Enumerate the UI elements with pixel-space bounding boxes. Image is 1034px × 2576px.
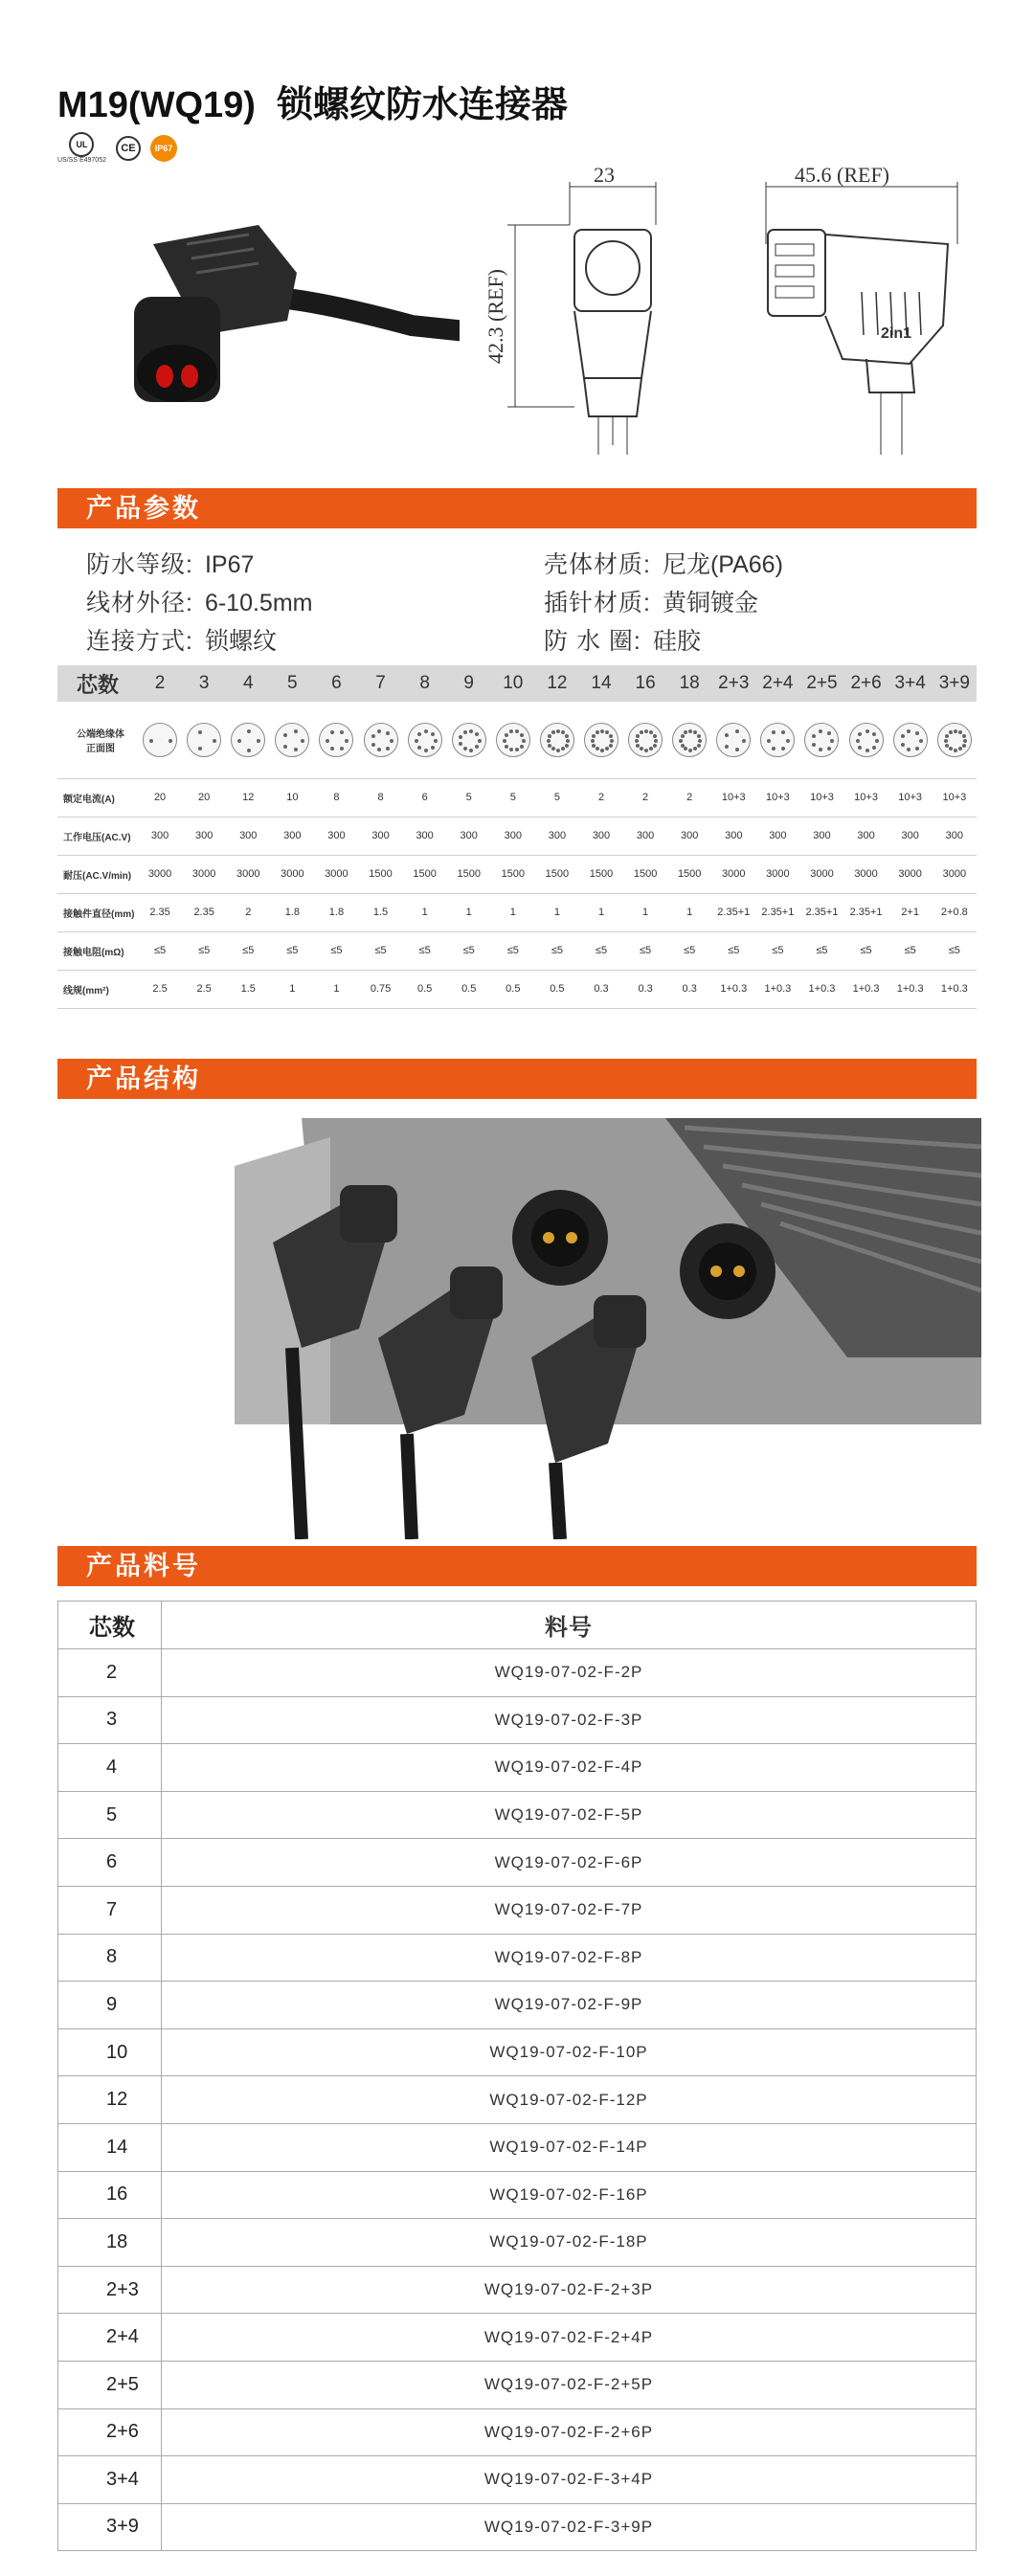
part-number-cell: WQ19-07-02-F-9P (162, 1982, 977, 2029)
spec-cell: 5 (491, 778, 535, 817)
part-number-cell: WQ19-07-02-F-4P (162, 1744, 977, 1792)
spec-cell: 10+3 (755, 778, 799, 817)
pin-layout-cell (844, 702, 888, 778)
part-core-cell: 3+4 (58, 2456, 162, 2504)
spec-cell: 300 (314, 817, 358, 855)
spec-cell: 1500 (623, 855, 667, 893)
spec-cell: ≤5 (888, 931, 933, 970)
spec-core-header: 3 (182, 665, 226, 702)
pin-layout-cell (270, 702, 314, 778)
spec-cell: 8 (358, 778, 402, 817)
spec-cell: 10+3 (888, 778, 933, 817)
part-number-cell: WQ19-07-02-F-2+4P (162, 2314, 977, 2362)
dim-height: 42.3 (REF) (483, 269, 507, 364)
ul-logo: UL US/SS E497052 (57, 132, 106, 164)
section-parts: 产品料号 (57, 1546, 977, 1586)
spec-cell: 1500 (491, 855, 535, 893)
spec-cell: 2.35 (138, 893, 182, 931)
pin-layout-icon (319, 723, 353, 757)
spec-cell: 10+3 (933, 778, 977, 817)
spec-core-header: 4 (226, 665, 270, 702)
spec-cell: ≤5 (182, 931, 226, 970)
spec-core-header: 8 (403, 665, 447, 702)
spec-icon-row (57, 702, 977, 778)
spec-core-header: 16 (623, 665, 667, 702)
section-params: 产品参数 (57, 488, 977, 528)
part-number-cell: WQ19-07-02-F-16P (162, 2171, 977, 2219)
part-core-cell: 3+9 (58, 2503, 162, 2551)
label-2in1: 2in1 (881, 325, 912, 342)
spec-cell: 10+3 (844, 778, 888, 817)
spec-cell: 300 (491, 817, 535, 855)
spec-cell: 2+1 (888, 893, 933, 931)
spec-cell: 300 (226, 817, 270, 855)
pin-layout-icon (804, 723, 839, 757)
spec-cell: 3000 (182, 855, 226, 893)
spec-cell: 1500 (579, 855, 623, 893)
spec-cell: ≤5 (535, 931, 579, 970)
pin-layout-cell (711, 702, 755, 778)
part-core-cell: 18 (58, 2219, 162, 2267)
table-row (58, 2219, 977, 2267)
spec-cell: 3000 (799, 855, 843, 893)
ip67-badge: IP67 (150, 135, 177, 162)
pin-layout-icon (584, 723, 618, 757)
spec-row-label: 工作电压(AC.V) (57, 817, 138, 855)
dim-width: 23 (594, 163, 615, 187)
spec-cell: 20 (182, 778, 226, 817)
spec-cell: 1 (623, 893, 667, 931)
parts-col-core: 芯数 (58, 1602, 162, 1649)
spec-cell: ≤5 (226, 931, 270, 970)
spec-cell: 3000 (138, 855, 182, 893)
spec-cell: 1 (667, 893, 711, 931)
table-row (58, 2314, 977, 2362)
spec-cell: 0.75 (358, 970, 402, 1008)
table-row (58, 2123, 977, 2171)
param-row: 连接方式: 锁螺纹 防 水 圈: 硅胶 (86, 628, 701, 655)
pin-layout-icon (187, 723, 221, 757)
spec-cell: 1.8 (314, 893, 358, 931)
spec-cell: ≤5 (138, 931, 182, 970)
pin-layout-cell (403, 702, 447, 778)
spec-data-row (57, 855, 977, 893)
spec-cell: 1.8 (270, 893, 314, 931)
table-row (58, 1744, 977, 1792)
spec-core-header: 2+4 (755, 665, 799, 702)
part-core-cell: 3 (58, 1696, 162, 1744)
spec-cell: 300 (623, 817, 667, 855)
spec-cell: ≤5 (358, 931, 402, 970)
part-core-cell: 2+5 (58, 2361, 162, 2408)
part-core-cell: 12 (58, 2076, 162, 2124)
spec-cell: ≤5 (755, 931, 799, 970)
spec-cell: 1+0.3 (844, 970, 888, 1008)
spec-cell: 0.5 (403, 970, 447, 1008)
table-row (58, 1934, 977, 1982)
spec-cell: 2 (667, 778, 711, 817)
spec-cell: 300 (799, 817, 843, 855)
spec-cell: 1+0.3 (755, 970, 799, 1008)
spec-cell: ≤5 (314, 931, 358, 970)
spec-cell: ≤5 (403, 931, 447, 970)
spec-cell: 2.5 (138, 970, 182, 1008)
spec-core-header: 5 (270, 665, 314, 702)
pin-layout-cell (535, 702, 579, 778)
part-core-cell: 8 (58, 1934, 162, 1982)
part-number-cell: WQ19-07-02-F-10P (162, 2028, 977, 2076)
spec-cell: 0.5 (535, 970, 579, 1008)
param-row: 线材外径: 6-10.5mm 插针材质: 黄铜镀金 (86, 590, 758, 616)
spec-cell: 3000 (226, 855, 270, 893)
spec-data-row (57, 931, 977, 970)
spec-cell: ≤5 (933, 931, 977, 970)
part-core-cell: 9 (58, 1982, 162, 2029)
spec-cell: 0.5 (491, 970, 535, 1008)
spec-cell: 1 (579, 893, 623, 931)
spec-cell: 300 (182, 817, 226, 855)
spec-cell: 3000 (888, 855, 933, 893)
pin-layout-cell (226, 702, 270, 778)
part-number-cell: WQ19-07-02-F-7P (162, 1886, 977, 1934)
spec-row-label: 接触电阻(mΩ) (57, 931, 138, 970)
spec-cell: ≤5 (667, 931, 711, 970)
spec-cell: 2.35+1 (799, 893, 843, 931)
pin-layout-icon (628, 723, 663, 757)
part-core-cell: 4 (58, 1744, 162, 1792)
table-row (58, 2171, 977, 2219)
pin-layout-icon (496, 723, 530, 757)
spec-core-header: 7 (358, 665, 402, 702)
part-core-cell: 16 (58, 2171, 162, 2219)
table-row (58, 2456, 977, 2504)
pin-layout-icon (452, 723, 486, 757)
spec-cell: 3000 (844, 855, 888, 893)
spec-cell: ≤5 (270, 931, 314, 970)
spec-cell: 1 (403, 893, 447, 931)
spec-cell: 1+0.3 (933, 970, 977, 1008)
spec-cell: 3000 (711, 855, 755, 893)
spec-cell: 2.35+1 (711, 893, 755, 931)
spec-cell: 2 (579, 778, 623, 817)
pin-layout-cell (358, 702, 402, 778)
spec-row-label: 线规(mm²) (57, 970, 138, 1008)
pin-layout-icon (716, 723, 751, 757)
spec-table (57, 665, 977, 1009)
param-row: 防水等级: IP67 壳体材质: 尼龙(PA66) (86, 551, 783, 578)
table-row (58, 2266, 977, 2314)
pin-layout-cell (933, 702, 977, 778)
spec-header-row (57, 665, 977, 702)
spec-cell: ≤5 (711, 931, 755, 970)
spec-cell: 3000 (755, 855, 799, 893)
spec-cell: 1.5 (358, 893, 402, 931)
spec-cell: 5 (535, 778, 579, 817)
spec-cell: 2+0.8 (933, 893, 977, 931)
pin-layout-icon (540, 723, 574, 757)
part-number-cell: WQ19-07-02-F-2+5P (162, 2361, 977, 2408)
spec-row-label (57, 702, 138, 778)
spec-cell: 0.3 (579, 970, 623, 1008)
spec-cell: 20 (138, 778, 182, 817)
table-row (58, 1839, 977, 1887)
pin-layout-icon (849, 723, 884, 757)
page-title (57, 75, 568, 127)
part-number-cell: WQ19-07-02-F-2+3P (162, 2266, 977, 2314)
ce-logo: CE (116, 136, 141, 161)
spec-core-header: 2+6 (844, 665, 888, 702)
spec-cell: 2.35+1 (755, 893, 799, 931)
spec-cell: 300 (579, 817, 623, 855)
part-core-cell: 2 (58, 1649, 162, 1697)
product-name: 锁螺纹防水连接器 (276, 85, 568, 125)
spec-cell: 1500 (447, 855, 491, 893)
part-number-cell: WQ19-07-02-F-5P (162, 1791, 977, 1839)
pin-layout-cell (667, 702, 711, 778)
part-number-cell: WQ19-07-02-F-18P (162, 2219, 977, 2267)
spec-cell: 1+0.3 (888, 970, 933, 1008)
part-core-cell: 5 (58, 1791, 162, 1839)
pin-layout-icon (275, 723, 309, 757)
spec-row-label: 额定电流(A) (57, 778, 138, 817)
spec-cell: 3000 (314, 855, 358, 893)
spec-cell: 5 (447, 778, 491, 817)
spec-cell: 12 (226, 778, 270, 817)
part-number-cell: WQ19-07-02-F-3+9P (162, 2503, 977, 2551)
spec-cell: 0.3 (667, 970, 711, 1008)
spec-data-row (57, 893, 977, 931)
params-list (86, 546, 948, 661)
structure-photo (235, 1109, 981, 1539)
pin-layout-icon (893, 723, 928, 757)
pin-layout-cell (623, 702, 667, 778)
pin-layout-cell (314, 702, 358, 778)
spec-cell: 300 (933, 817, 977, 855)
table-row (58, 1791, 977, 1839)
spec-cell: 10 (270, 778, 314, 817)
spec-cell: 1 (270, 970, 314, 1008)
spec-cell: 2.35+1 (844, 893, 888, 931)
pin-layout-icon (760, 723, 795, 757)
table-row (58, 2503, 977, 2551)
spec-cell: 300 (755, 817, 799, 855)
spec-cell: 300 (447, 817, 491, 855)
part-number-cell: WQ19-07-02-F-2+6P (162, 2408, 977, 2456)
pin-layout-icon (143, 723, 177, 757)
spec-cell: 300 (888, 817, 933, 855)
part-core-cell: 2+6 (58, 2408, 162, 2456)
spec-core-header: 18 (667, 665, 711, 702)
table-row (58, 2361, 977, 2408)
spec-data-row (57, 970, 977, 1008)
spec-core-header: 2 (138, 665, 182, 702)
pin-layout-icon (672, 723, 707, 757)
spec-cell: 0.3 (623, 970, 667, 1008)
part-core-cell: 7 (58, 1886, 162, 1934)
spec-cell: 10+3 (799, 778, 843, 817)
spec-cell: 1+0.3 (711, 970, 755, 1008)
spec-cell: ≤5 (799, 931, 843, 970)
spec-cell: ≤5 (623, 931, 667, 970)
icon-label-line2: 正面图 (86, 743, 115, 754)
spec-cell: 300 (403, 817, 447, 855)
part-number-cell: WQ19-07-02-F-14P (162, 2123, 977, 2171)
spec-core-header: 9 (447, 665, 491, 702)
front-drawing (479, 158, 689, 464)
part-number-cell: WQ19-07-02-F-6P (162, 1839, 977, 1887)
spec-cell: 6 (403, 778, 447, 817)
spec-cell: 1 (535, 893, 579, 931)
side-drawing (756, 158, 977, 464)
pin-layout-cell (491, 702, 535, 778)
spec-cell: ≤5 (579, 931, 623, 970)
pin-layout-cell (888, 702, 933, 778)
table-row (58, 2076, 977, 2124)
part-core-cell: 10 (58, 2028, 162, 2076)
part-core-cell: 2+4 (58, 2314, 162, 2362)
spec-core-header: 6 (314, 665, 358, 702)
table-row (58, 2028, 977, 2076)
spec-cell: 1500 (535, 855, 579, 893)
spec-cell: 0.5 (447, 970, 491, 1008)
table-row (58, 1649, 977, 1697)
spec-core-header: 2+3 (711, 665, 755, 702)
spec-header-label: 芯数 (57, 665, 138, 702)
pin-layout-icon (937, 723, 972, 757)
part-number-cell: WQ19-07-02-F-8P (162, 1934, 977, 1982)
table-row (58, 1886, 977, 1934)
spec-cell: 8 (314, 778, 358, 817)
spec-cell: 300 (358, 817, 402, 855)
spec-cell: 10+3 (711, 778, 755, 817)
spec-row-label: 接触件直径(mm) (57, 893, 138, 931)
part-number-cell: WQ19-07-02-F-12P (162, 2076, 977, 2124)
table-row (58, 2408, 977, 2456)
spec-data-row (57, 778, 977, 817)
spec-core-header: 12 (535, 665, 579, 702)
table-row (58, 1982, 977, 2029)
spec-cell: 300 (667, 817, 711, 855)
spec-cell: 2.35 (182, 893, 226, 931)
spec-cell: 2 (226, 893, 270, 931)
spec-cell: 2.5 (182, 970, 226, 1008)
spec-cell: 1500 (358, 855, 402, 893)
part-number-cell: WQ19-07-02-F-3+4P (162, 2456, 977, 2504)
cert-logos (57, 132, 177, 164)
model-code: M19(WQ19) (57, 85, 256, 125)
dim-length: 45.6 (REF) (795, 163, 889, 187)
part-core-cell: 2+3 (58, 2266, 162, 2314)
spec-core-header: 2+5 (799, 665, 843, 702)
icon-label-line1: 公端绝缘体 (77, 728, 124, 740)
spec-cell: 3000 (270, 855, 314, 893)
spec-row-label: 耐压(AC.V/min) (57, 855, 138, 893)
pin-layout-icon (231, 723, 265, 757)
spec-cell: 1500 (667, 855, 711, 893)
spec-cell: 1500 (403, 855, 447, 893)
spec-core-header: 3+4 (888, 665, 933, 702)
spec-cell: 1 (491, 893, 535, 931)
spec-cell: 300 (711, 817, 755, 855)
pin-layout-icon (408, 723, 442, 757)
pin-layout-cell (755, 702, 799, 778)
parts-table (57, 1601, 977, 2551)
spec-cell: 1+0.3 (799, 970, 843, 1008)
part-number-cell: WQ19-07-02-F-3P (162, 1696, 977, 1744)
spec-cell: 1 (447, 893, 491, 931)
spec-data-row (57, 817, 977, 855)
parts-col-part: 料号 (162, 1602, 977, 1649)
spec-cell: ≤5 (844, 931, 888, 970)
section-structure: 产品结构 (57, 1059, 977, 1099)
ul-icon: UL (69, 132, 94, 157)
spec-cell: 300 (844, 817, 888, 855)
spec-cell: 300 (138, 817, 182, 855)
spec-core-header: 10 (491, 665, 535, 702)
spec-cell: 300 (535, 817, 579, 855)
spec-cell: 300 (270, 817, 314, 855)
spec-core-header: 3+9 (933, 665, 977, 702)
pin-layout-cell (579, 702, 623, 778)
pin-layout-cell (182, 702, 226, 778)
table-row (58, 1696, 977, 1744)
pin-layout-cell (447, 702, 491, 778)
pin-layout-cell (799, 702, 843, 778)
spec-cell: 3000 (933, 855, 977, 893)
pin-layout-icon (364, 723, 398, 757)
part-core-cell: 14 (58, 2123, 162, 2171)
pin-layout-cell (138, 702, 182, 778)
spec-cell: ≤5 (491, 931, 535, 970)
spec-cell: 2 (623, 778, 667, 817)
spec-core-header: 14 (579, 665, 623, 702)
spec-cell: ≤5 (447, 931, 491, 970)
part-core-cell: 6 (58, 1839, 162, 1887)
spec-cell: 1 (314, 970, 358, 1008)
part-number-cell: WQ19-07-02-F-2P (162, 1649, 977, 1697)
connector-photo (96, 206, 460, 416)
spec-cell: 1.5 (226, 970, 270, 1008)
parts-header-row (58, 1602, 977, 1649)
